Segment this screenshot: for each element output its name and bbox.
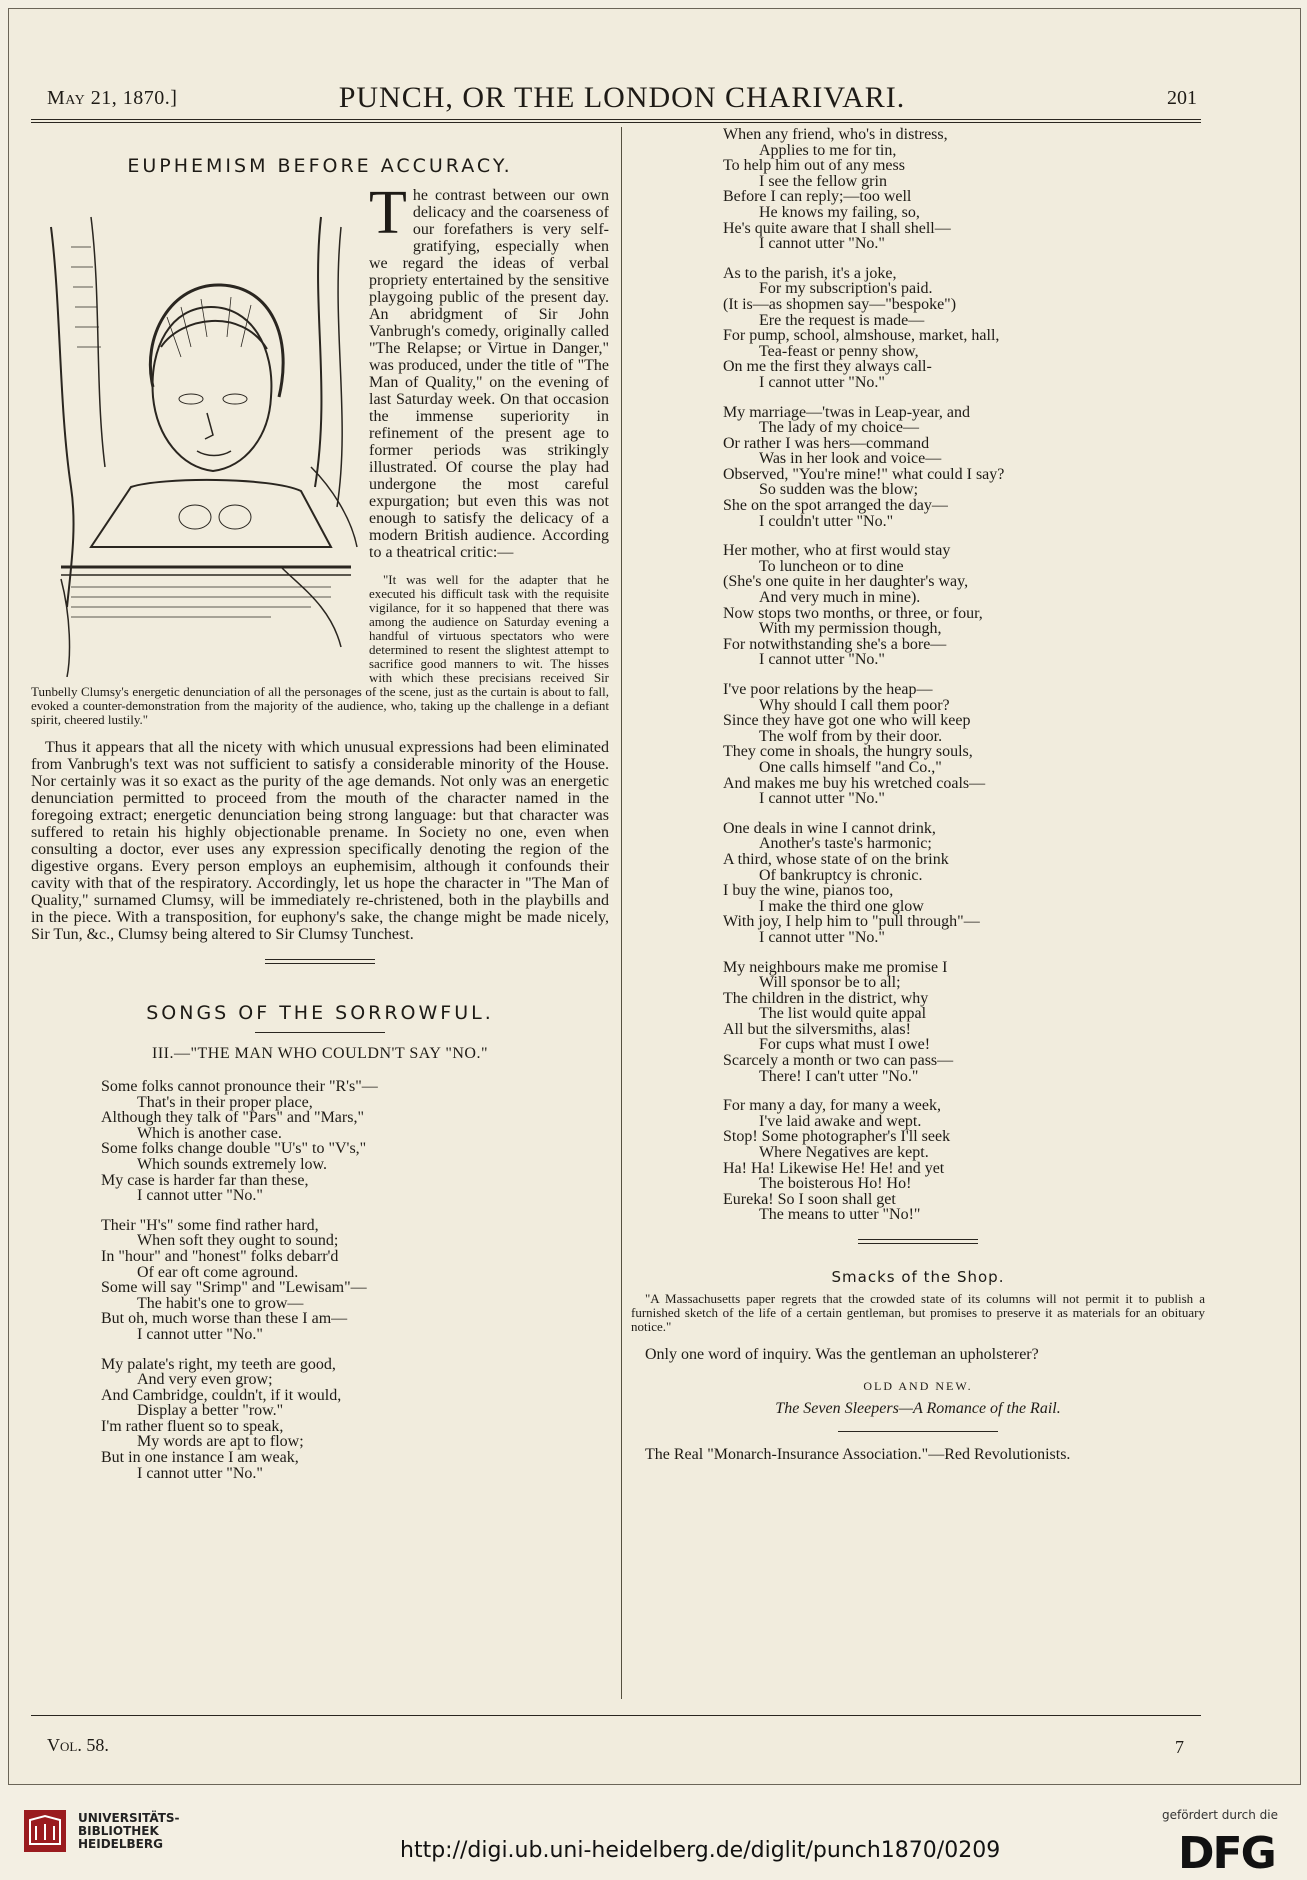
right-column <box>631 127 1205 1463</box>
song-stanzas-right <box>631 127 1205 1223</box>
article-paragraph-body: Thus it appears that all the nicety with which unusual expressions had been eliminated from Vanbrugh's text was not sufficient to satisfy a considerable minority of the House. Nor certainly was it so exact as the purity of the age demands. Not only was an energetic denunciation permitted to proceed from the mouth of the character named in the foregoing extract; energetic denunciation being strong language: but that character was suffered to retain his highly objectionable prename. In Society no one, even when consulting a doctor, ever uses any expression specifically denoting the region of the digestive organs. Every person employs an euphemisim, although it confounds their cavity with that of the respiratory. Accordingly, let us hope the character in "The Man of Quality," surnamed Clumsy, will be immediately re-christened, both in the playbills and in the piece. With a transposition, for euphony's sake, the change might be made nicely, Sir Tun, &c., Clumsy being altered to Sir Clumsy Tunchest. <box>31 739 609 943</box>
signature-mark: 7 <box>1175 1737 1184 1757</box>
stanza: When any friend, who's in distress, Applies to me for tin, To help him out of any mess I see the fellow grin Before I can reply;—too well He knows my failing, so, He's quite aware that I shall shell— I cannot utter "No." <box>723 126 951 253</box>
publication-title: PUNCH, OR THE LONDON CHARIVARI. <box>338 81 906 114</box>
massachusetts-quote: "A Massachusetts paper regrets that the crowded state of its columns will not permit it to publish a furnished sketch of the life of a certain gentleman, but promises to preserve it as materials for an obituary notice." <box>631 1291 1205 1334</box>
engraving-illustration <box>31 187 361 677</box>
old-and-new-heading: OLD AND NEW. <box>863 1379 973 1393</box>
seven-sleepers-line: The Seven Sleepers—A Romance of the Rail. <box>775 1400 1061 1417</box>
running-header <box>47 81 1197 115</box>
header-rule <box>31 119 1201 120</box>
article-heading-smacks: Smacks of the Shop. <box>831 1268 1005 1286</box>
column-separator <box>621 127 622 1699</box>
section-divider <box>265 959 375 964</box>
dfg-logo[interactable]: DFG <box>1178 1828 1275 1879</box>
issue-date: May 21, 1870.] <box>47 87 178 109</box>
song-stanzas-left <box>31 1079 609 1481</box>
article-paragraph-opening: The contrast between our own delicacy and the coarseness of our forefathers is very self-gratifying, especially when we regard the ideas of verbal propriety entertained by the sensitive playgoing public of the present day. An abridgment of Sir John Vanbrugh's comedy, originally called "The Relapse; or Virtue in Danger," was produced, under the title of "The Man of Quality," on the evening of last Saturday week. On that occasion the immense superiority in refinement of the present age to former periods was strikingly illustrated. Of course the play had undergone the most careful expurgation; but even this was not enough to satisfy the delicacy of a modern British audience. According to a theatrical critic:— <box>369 179 609 561</box>
stanza: Their "H's" some find rather hard, When soft they ought to sound; In "hour" and "honest" folks debarr'd Of ear oft come aground. Some will say "Srimp" and "Lewisam"— The habit's one to grow— But oh, much worse than these I am— I cannot utter "No." <box>101 1216 367 1343</box>
scanned-page <box>8 8 1301 1785</box>
library-name: UNIVERSITÄTS- BIBLIOTHEK HEIDELBERG <box>78 1811 180 1851</box>
article-heading-songs: SONGS OF THE SORROWFUL. <box>146 1002 494 1024</box>
drop-cap: T <box>369 179 407 247</box>
stanza: My neighbours make me promise I Will sponsor be to all; The children in the district, why The list would quite appal All but the silversmiths, alas! For cups what must I owe! Scarcely a month or two can pass— There! I can't utter "No." <box>723 958 954 1085</box>
stanza: One deals in wine I cannot drink, Another's taste's harmonic; A third, whose state of on the brink Of bankruptcy is chronic. I buy the wine, pianos too, I make the third one glow With joy, I help him to "pull through"— I cannot utter "No." <box>723 819 980 946</box>
stanza: I've poor relations by the heap— Why should I call them poor? Since they have got one who will keep The wolf from by their door. They come in shoals, the hungry souls, One calls himself "and Co.," And makes me buy his wretched coals— I cannot utter "No." <box>723 681 986 808</box>
woman-at-window-engraving <box>31 187 361 677</box>
stanza: Some folks cannot pronounce their "R's"— That's in their proper place, Although they talk of "Pars" and "Mars," Which is another case. Some folks change double "U's" to "V's," Which sounds extremely low. My case is harder far than these, I cannot utter "No." <box>101 1078 378 1205</box>
monarch-insurance-joke: The Real "Monarch-Insurance Association."—Red Revolutionists. <box>645 1446 1071 1463</box>
left-column <box>31 127 609 1495</box>
page-number: 201 <box>1167 87 1197 109</box>
permalink-url[interactable]: http://digi.ub.uni-heidelberg.de/diglit/punch1870/0209 <box>400 1838 1001 1863</box>
upholsterer-comment: Only one word of inquiry. Was the gentleman an upholsterer? <box>645 1346 1039 1363</box>
library-emblem-icon <box>22 1808 68 1854</box>
stanza: My marriage—'twas in Leap-year, and The lady of my choice— Or rather I was hers—command Was in her look and voice— Observed, "You're mine!" what could I say? So sudden was the blow; She on the spot arranged the day— I couldn't utter "No." <box>723 403 1005 530</box>
volume-number: Vol. 58. <box>47 1735 109 1755</box>
stanza: As to the parish, it's a joke, For my subscription's paid. (It is—as shopmen say—"bespoke") Ere the request is made— For pump, school, almshouse, market, hall, Tea-feast or penny show, On me the first they always call- I cannot utter "No." <box>723 264 1000 391</box>
footer-rule <box>31 1715 1201 1716</box>
critic-quote: "It was well for the adapter that he executed his difficult task with the requisite vigilance, for it so happened that there was among the audience on Saturday evening a handful of virtuous spectators who were determined to resent the slightest attempt to sacrifice good manners to wit. The hisses with which these precisians received Sir Tunbelly Clumsy's energetic denunciation of all the personages of the scene, just as the curtain is about to fall, evoked a counter-demonstration from the majority of the audience, who, taking up the challenge in a defiant spirit, cheered lustily." <box>31 572 609 727</box>
section-divider <box>858 1239 978 1244</box>
header-rule-double <box>31 122 1201 123</box>
funding-note: gefördert durch die <box>1162 1808 1278 1822</box>
stanza: For many a day, for many a week, I've laid awake and wept. Stop! Some photographer's I'll seek Where Negatives are kept. Ha! Ha! Likewise He! He! and yet The boisterous Ho! Ho! Eureka! So I soon shall get The means to utter "No!" <box>723 1097 951 1224</box>
song-subheading: III.—"THE MAN WHO COULDN'T SAY "NO." <box>151 1045 489 1062</box>
heading-rule <box>255 1032 385 1033</box>
university-library-logo[interactable] <box>22 1808 222 1864</box>
stanza: Her mother, who at first would stay To luncheon or to dine (She's one quite in her daughter's way, And very much in mine). Now stops two months, or three, or four, With my permission though, For notwithstanding she's a bore— I cannot utter "No." <box>723 542 983 669</box>
stanza: My palate's right, my teeth are good, And very even grow; And Cambridge, couldn't, if it would, Display a better "row." I'm rather fluent so to speak, My words are apt to flow; But in one instance I am weak, I cannot utter "No." <box>101 1355 342 1482</box>
section-divider-thin <box>838 1431 998 1432</box>
article-heading-euphemism: EUPHEMISM BEFORE ACCURACY. <box>127 155 513 177</box>
